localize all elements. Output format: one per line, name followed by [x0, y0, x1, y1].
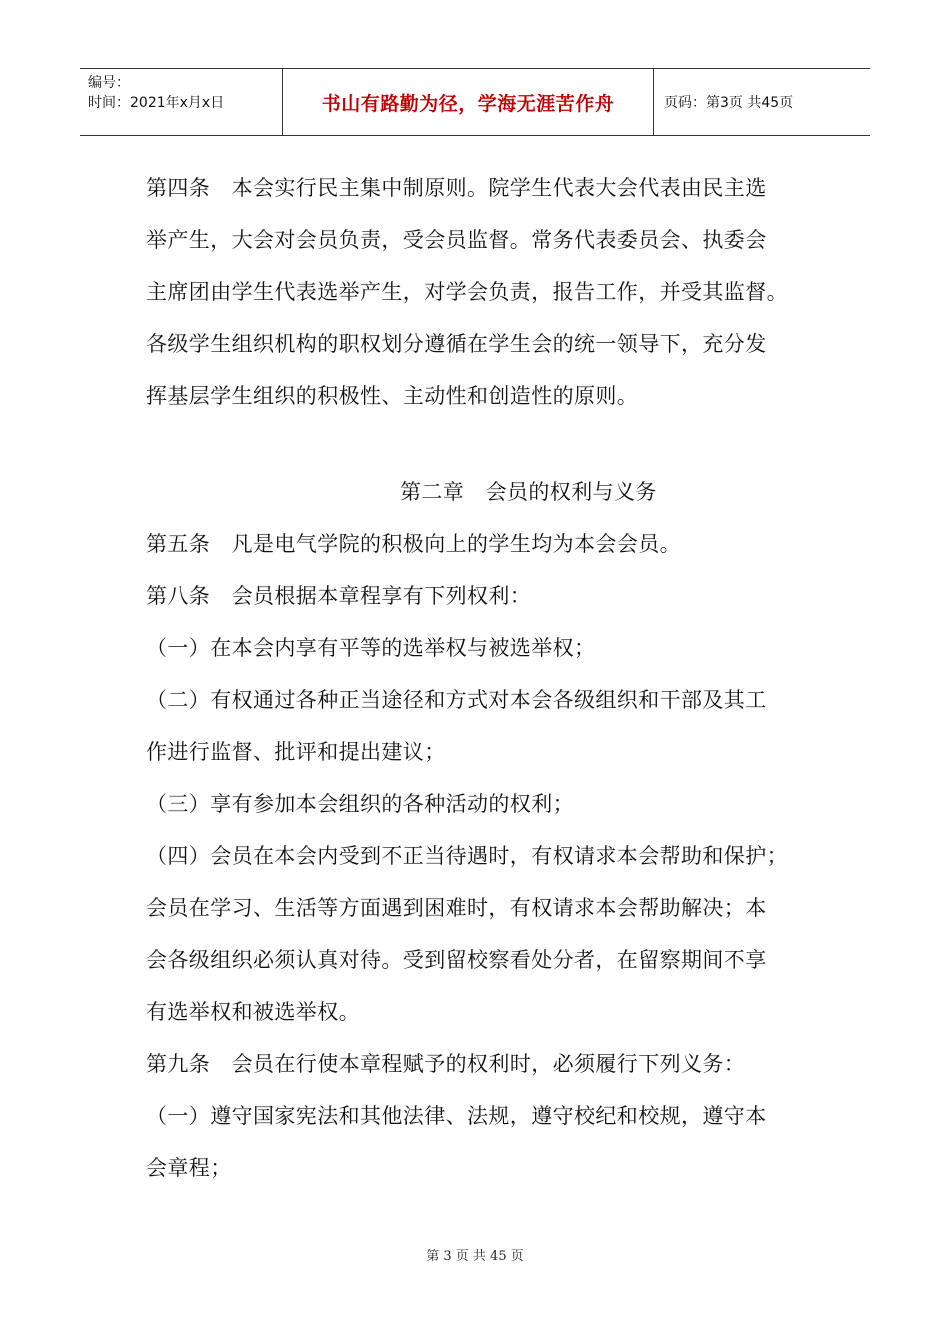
body-line: 主席团由学生代表选举产生，对学会负责，报告工作，并受其监督。 [146, 280, 788, 304]
body-line: 第八条 会员根据本章程享有下列权利： [146, 584, 532, 608]
chapter-title: 第二章 会员的权利与义务 [400, 480, 657, 504]
document-number-label: 编号： [88, 75, 130, 91]
body-line: 各级学生组织机构的职权划分遵循在学生会的统一领导下，充分发 [146, 332, 767, 356]
body-line: 第四条 本会实行民主集中制原则。院学生代表大会代表由民主选 [146, 176, 767, 200]
body-line: （二）有权通过各种正当途径和方式对本会各级组织和干部及其工 [146, 688, 767, 712]
body-line: 会章程； [146, 1156, 232, 1180]
document-body [146, 162, 826, 1194]
body-line: （四）会员在本会内受到不正当待遇时，有权请求本会帮助和保护； [146, 844, 788, 868]
body-line: 作进行监督、批评和提出建议； [146, 740, 446, 764]
header-motto: 书山有路勤为径，学海无涯苦作舟 [282, 69, 654, 135]
document-header [80, 68, 870, 136]
document-time-label: 时间：2021年x月x日 [88, 95, 225, 111]
header-page-info: 页码：第3页 共45页 [664, 95, 794, 111]
body-line: （一）遵守国家宪法和其他法律、法规，遵守校纪和校规，遵守本 [146, 1104, 767, 1128]
body-line: 第九条 会员在行使本章程赋予的权利时，必须履行下列义务： [146, 1052, 746, 1076]
body-line: 会员在学习、生活等方面遇到困难时，有权请求本会帮助解决；本 [146, 896, 767, 920]
body-line: 有选举权和被选举权。 [146, 1000, 360, 1024]
body-line: 举产生，大会对会员负责，受会员监督。常务代表委员会、执委会 [146, 228, 767, 252]
body-line: （一）在本会内享有平等的选举权与被选举权； [146, 636, 596, 660]
header-meta [80, 69, 282, 135]
body-line: 会各级组织必须认真对待。受到留校察看处分者，在留察期间不享 [146, 948, 767, 972]
body-line: 挥基层学生组织的积极性、主动性和创造性的原则。 [146, 384, 639, 408]
page-footer: 第 3 页 共 45 页 [426, 1249, 524, 1264]
body-line: 第五条 凡是电气学院的积极向上的学生均为本会会员。 [146, 532, 681, 556]
body-line: （三）享有参加本会组织的各种活动的权利； [146, 792, 574, 816]
